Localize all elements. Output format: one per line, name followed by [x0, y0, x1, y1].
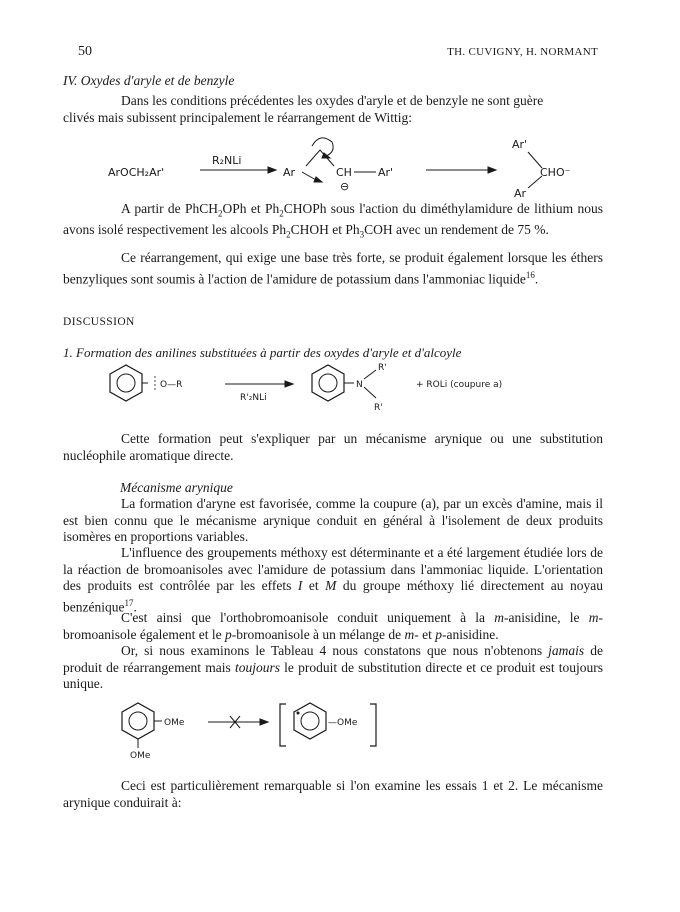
- ome-1: OMe: [164, 718, 185, 728]
- section-iv-intro: [63, 93, 603, 126]
- ome-3: —OMe: [328, 718, 358, 728]
- paragraph-b: Ce réarrangement, qui exige une base très forte, se produit également lorsque les éthers benzyliques sont soumis à l'action de l'amidure de potassium dans l'ammoniac liquide$^{16}$.: [63, 250, 603, 286]
- wittig-int-ch: CH: [336, 166, 352, 179]
- wittig-int-ar: Ar: [283, 166, 296, 179]
- section-iv-title: IV. Oxydes d'aryle et de benzyle: [63, 73, 235, 88]
- ether-group: O—R: [160, 380, 183, 390]
- wittig-prod-cho: CHO⁻: [540, 166, 571, 179]
- mecanisme-p1: La formation d'aryne est favorisée, comme la coupure (a), par un excès d'amine, mais il est bien connu que le mécanisme arynique conduit en général à l'isolement de deux produits isomères en proportions variables.: [63, 496, 603, 544]
- wittig-prod-arp: Ar': [512, 138, 528, 151]
- paragraph-c: Cette formation peut s'expliquer par un mécanisme arynique ou une substitution nucléophile aromatique directe.: [63, 431, 603, 463]
- anisole-ring-circle: [129, 712, 147, 730]
- benzene-ring-2: [312, 365, 344, 401]
- mecanisme-p4: Or, si nous examinons le Tableau 4 nous constatons que nous n'obtenons jamais de produit de réarrangement mais toujours le produit de substitution directe et ce produit est toujours unique.: [63, 643, 604, 691]
- running-head: TH. CUVIGNY, H. NORMANT: [447, 46, 598, 58]
- wittig-charge: ⊖: [340, 180, 350, 193]
- wittig-arrow-2-head: [488, 167, 496, 173]
- aniline-scheme: [80, 362, 600, 422]
- discussion-heading: DISCUSSION: [63, 316, 135, 328]
- wittig-int-arp: Ar': [378, 166, 394, 179]
- aniline-byproduct: + ROLi (coupure a): [416, 380, 503, 390]
- wittig-bond-ar-head: [314, 177, 322, 182]
- wittig-prod-bond-2: [528, 176, 542, 188]
- mecanisme-title: Mécanisme arynique: [120, 480, 233, 495]
- intro-line-1: Dans les conditions précédentes les oxydes d'aryle et de benzyle ne sont guère: [121, 93, 544, 108]
- aryne-ring: [294, 703, 326, 739]
- mecanisme-p2: L'influence des groupements méthoxy est déterminante et a été largement étudiée lors de la réaction de bromoanisoles avec l'amidure de potassium dans l'ammoniac liquide. L'orientation des produits est contrôlée par les effets I et M du groupe méthoxy lié directement au noyau benzénique$^{17}$.: [63, 545, 603, 614]
- anisole-ring: [122, 703, 154, 739]
- wittig-prod-ar: Ar: [514, 187, 527, 200]
- wittig-reagent: R₂NLi: [212, 154, 242, 167]
- wittig-scheme: [80, 130, 620, 200]
- blocked-arrow-head: [260, 719, 268, 725]
- wittig-curly-arrow-head: [322, 153, 330, 158]
- benzene-ring-1: [110, 365, 142, 401]
- n-bond-2: [364, 387, 376, 398]
- page-number: 50: [78, 44, 92, 59]
- section-1-title: 1. Formation des anilines substituées à partir des oxydes d'aryle et d'alcoyle: [63, 345, 462, 360]
- wittig-arrow-1-head: [268, 167, 276, 173]
- paragraph-a: A partir de PhCH$_2$OPh et $Ph_2CHOPh$ sous l'action du diméthylamidure de lithium nous avons isolé respectivement les alcools $Ph_2CHOH$ et $Ph_3COH$ avec un rendement de 75 %.: [63, 201, 603, 240]
- aniline-reagent: R'₂NLi: [240, 393, 267, 403]
- ome-2: OMe: [130, 751, 151, 761]
- bracket-right: [370, 704, 376, 746]
- n-bond-1: [364, 370, 376, 379]
- mecanisme-p3: C'est ainsi que l'orthobromoanisole conduit uniquement à la m-anisidine, le m-bromoanisole également et le p-bromoanisole à un mélange de m- et p-anisidine.: [63, 610, 603, 642]
- wittig-bond-ar: [302, 172, 316, 180]
- bracket-left: [280, 704, 286, 746]
- amine-r1: R': [378, 363, 387, 373]
- amine-r2: R': [374, 403, 383, 413]
- amine-n: N: [356, 380, 363, 390]
- aryne-ring-circle: [301, 712, 319, 730]
- aniline-arrow-head: [285, 381, 293, 387]
- benzene-ring-2-circle: [319, 374, 337, 392]
- intro-line-2: clivés mais subissent principalement le réarrangement de Wittig:: [63, 109, 412, 125]
- aryne-scheme: [80, 700, 520, 770]
- final-paragraph: Ceci est particulièrement remarquable si l'on examine les essais 1 et 2. Le mécanisme arynique conduirait à:: [63, 778, 603, 810]
- aryne-dot: [297, 712, 299, 714]
- wittig-reactant: ArOCH₂Ar': [108, 166, 165, 179]
- benzene-ring-1-circle: [117, 374, 135, 392]
